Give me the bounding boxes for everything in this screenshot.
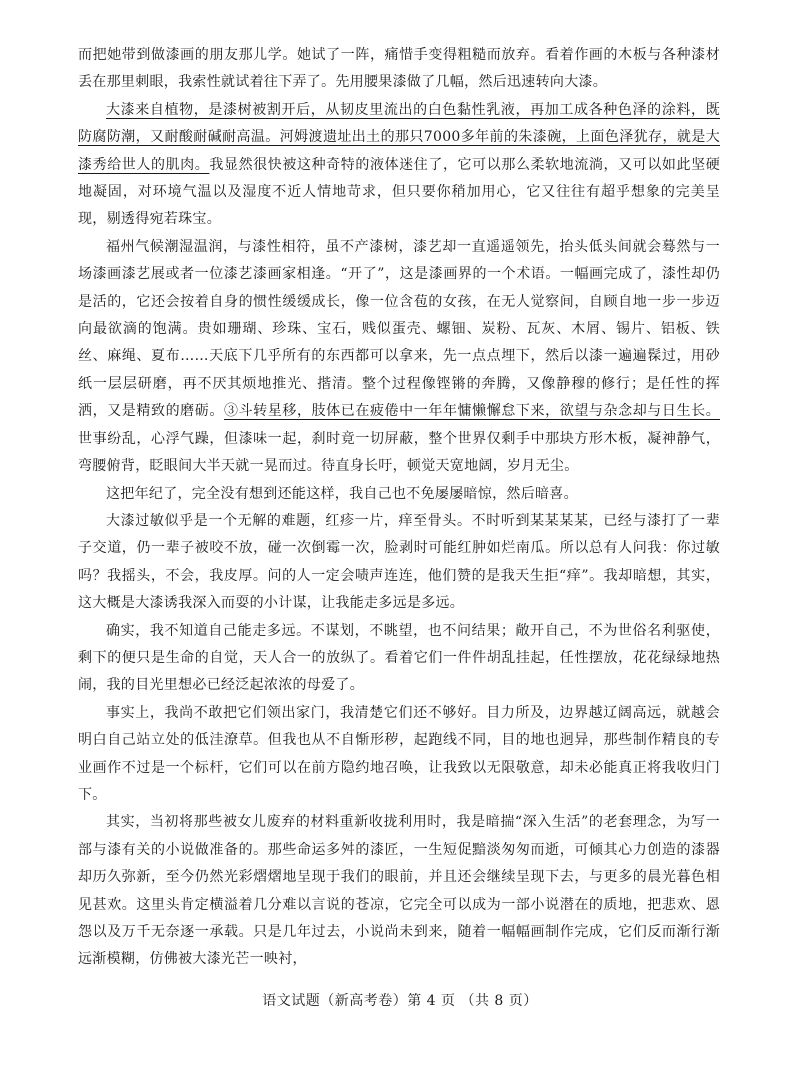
paragraph-3-underlined-text: ③斗转星移，肢体已在疲倦中一年年慵懒懈怠下来，欲望与杂念却与日生长。 (223, 403, 721, 420)
page-footer: 语文试题（新高考卷）第 4 页 （共 8 页） (262, 993, 538, 1009)
paragraph-1-text-1: 而把她带到做漆画的朋友那儿学。她试了一阵，痛惜手变得粗糙而放弃。看着作画的木板与各种漆材丢在那里刺眼，我索性就试着往下弄了。先用腰果漆做了几幅，然后迅速转向大漆。 (78, 47, 720, 91)
paragraph-6-text-1: 确实，我不知道自己能走多远。不谋划，不眺望，也不问结果；敞开自己，不为世俗名利驱使，剩下的便只是生命的自觉，天人合一的放纵了。看着它们一件件胡乱挂起，任性摆放，花花绿绿地热闹，我的目光里想必已经泛起浓浓的母爱了。 (78, 622, 720, 694)
paragraph-4-text-1: 这把年纪了，完全没有想到还能这样，我自己也不免屡屡暗惊，然后暗喜。 (106, 485, 578, 502)
paragraph-3-text-1: 福州气候潮湿温润，与漆性相符，虽不产漆树，漆艺却一直遥遥领先，抬头低头间就会蓦然与一场漆画漆艺展或者一位漆艺漆画家相逢。“开了”，这是漆画界的一个术语。一幅画完成了，漆性却仍是活的，它还会按着自身的惯性缓缓成长，像一位含苞的女孩，在无人觉察间，自顾自地一步一步迈向最欲滴的饱满。贵如珊瑚、珍珠、宝石，贱似蛋壳、螺钿、炭粉、瓦灰、木屑、锡片、铝板、铁丝、麻绳、夏布……天底下几乎所有的东西都可以拿来，先一点点埋下，然后以漆一遍遍髹过，用砂纸一层层研磨，再不厌其烦地推光、揩清。整个过程像铿锵的奔腾，又像静穆的修行；是任性的挥洒，又是精致的磨砺。 (78, 238, 720, 420)
paragraph-8 (78, 809, 720, 973)
paragraph-5-text-1: 大漆过敏似乎是一个无解的难题，红疹一片，痒至骨头。不时听到某某某某，已经与漆打了一辈子交道，仍一辈子被咬不放，碰一次倒霉一次，脸剥时可能红肿如烂南瓜。所以总有人问我：你过敏吗？我摇头，不会，我皮厚。问的人一定会啧声连连，他们赞的是我天生拒“痒”。我却暗想，其实，这大概是大漆诱我深入而耍的小计谋，让我能走多远是多远。 (78, 512, 720, 612)
paragraph-7 (78, 700, 720, 810)
paragraph-3-text-3: 世事纷乱，心浮气躁，但漆味一起，刹时竟一切屏蔽，整个世界仅剩手中那块方形木板，凝神静气，弯腰俯背，眨眼间大半天就一晃而过。待直身长吁，顿觉天宽地阔，岁月无尘。 (78, 430, 720, 475)
paragraph-6 (78, 618, 720, 700)
paragraph-1 (78, 42, 720, 97)
paragraph-8-text-1: 其实，当初将那些被女儿废弃的材料重新收拢利用时，我是暗揣“深入生活”的老套理念，为写一部与漆有关的小说做准备的。那些命运多舛的漆匠，一生短促黯淡匆匆而逝，可倾其心力创造的漆器却历久弥新，至今仍然光彩熠熠地呈现于我们的眼前，并且还会继续呈现下去，与更多的晨光暮色相见甚欢。这里头肯定横溢着几分难以言说的苍凉，它完全可以成为一部小说潜在的质地，把悲欢、恩怨以及万千无奈逐一承载。只是几年过去，小说尚未到来，随着一幅幅画制作完成，它们反而渐行渐远渐模糊，仿佛被大漆光芒一映衬， (78, 814, 720, 968)
paragraph-5 (78, 508, 720, 618)
paragraph-3 (78, 234, 720, 481)
essay-body (78, 42, 720, 974)
paragraph-2-text-2: 我显然很快被这种奇特的液体迷住了，它可以那么柔软地流淌，又可以如此坚硬地凝固，对环境气温以及湿度不近人情地苛求，但只要你稍加用心，它又往往有超乎想象的完美呈现，剔透得宛若珠宝。 (78, 156, 721, 228)
paragraph-7-text-1: 事实上，我尚不敢把它们领出家门，我清楚它们还不够好。目力所及，边界越辽阔高远，就越会明白自己站立处的低洼潦草。但我也从不自惭形秽，起跑线不同，目的地也迥异，那些制作精良的专业画作不过是一个标杆，它们可以在前方隐约地召唤，让我致以无限敬意，却未必能真正将我收归门下。 (78, 704, 720, 803)
paragraph-2 (78, 97, 720, 234)
paragraph-4 (78, 481, 720, 508)
paragraph-2-underlined-text: 大漆来自植物，是漆树被割开后，从韧皮里流出的白色黏性乳液，再加工成各种色泽的涂料，既防腐防潮，又耐酸耐碱耐高温。河姆渡遗址出土的那只7000多年前的朱漆碗，上面色泽犹存，就是大漆秀给世人的肌肉。 (78, 101, 720, 173)
